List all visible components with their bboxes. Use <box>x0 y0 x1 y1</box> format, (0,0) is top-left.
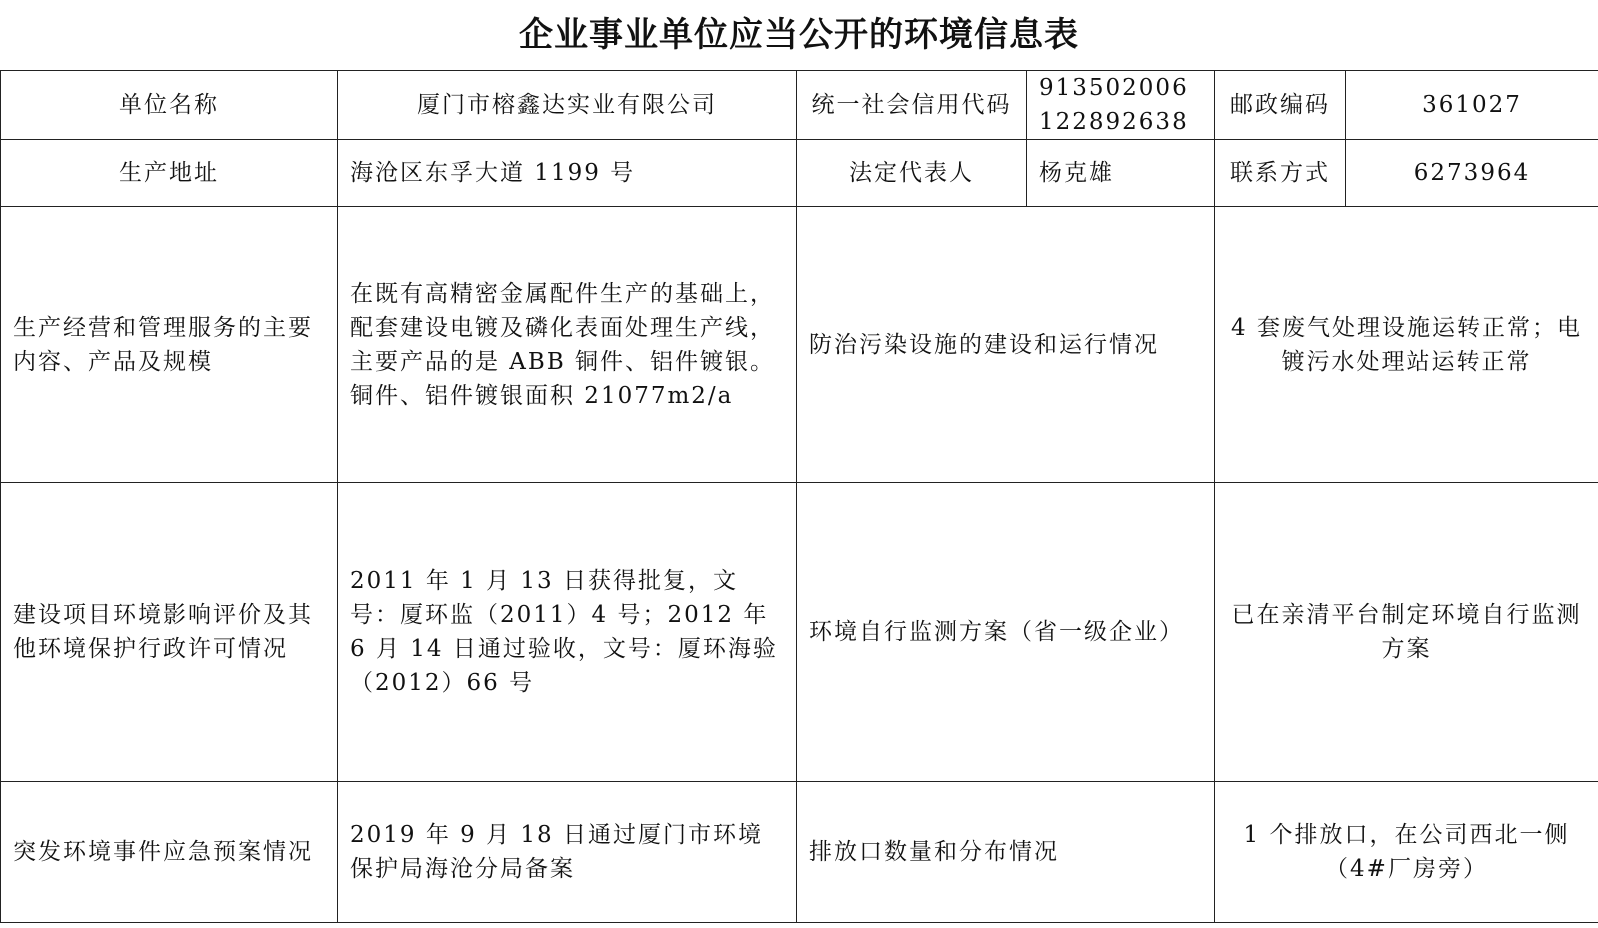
discharge-outlet-label: 排放口数量和分布情况 <box>797 782 1215 923</box>
pollution-facility-value: 4 套废气处理设施运转正常；电镀污水处理站运转正常 <box>1215 207 1598 483</box>
eia-permit-value: 2011 年 1 月 13 日获得批复，文号：厦环监（2011）4 号；2012 年 6 月 14 日通过验收，文号：厦环海验（2012）66 号 <box>338 483 797 782</box>
credit-code-label: 统一社会信用代码 <box>797 71 1027 140</box>
business-scope-label: 生产经营和管理服务的主要内容、产品及规模 <box>1 207 338 483</box>
legal-rep-label: 法定代表人 <box>797 140 1027 207</box>
emergency-plan-label: 突发环境事件应急预案情况 <box>1 782 338 923</box>
emergency-plan-value: 2019 年 9 月 18 日通过厦门市环境保护局海沧分局备案 <box>338 782 797 923</box>
table-row <box>1 71 1598 140</box>
table-row <box>1 207 1598 483</box>
postal-code-value: 361027 <box>1346 71 1598 140</box>
page-title: 企业事业单位应当公开的环境信息表 <box>519 15 1079 55</box>
table-row <box>1 483 1598 782</box>
unit-name-value: 厦门市榕鑫达实业有限公司 <box>338 71 797 140</box>
postal-code-label: 邮政编码 <box>1215 71 1346 140</box>
production-address-label: 生产地址 <box>1 140 338 207</box>
production-address-value: 海沧区东孚大道 1199 号 <box>338 140 797 207</box>
legal-rep-value: 杨克雄 <box>1027 140 1215 207</box>
business-scope-value: 在既有高精密金属配件生产的基础上，配套建设电镀及磷化表面处理生产线，主要产品的是 ABB 铜件、铝件镀银。铜件、铝件镀银面积 21077m2/a <box>338 207 797 483</box>
environment-info-table <box>0 70 1598 923</box>
eia-permit-label: 建设项目环境影响评价及其他环境保护行政许可情况 <box>1 483 338 782</box>
discharge-outlet-value: 1 个排放口，在公司西北一侧（4#厂房旁） <box>1215 782 1598 923</box>
self-monitoring-label: 环境自行监测方案（省一级企业） <box>797 483 1215 782</box>
table-row <box>1 782 1598 923</box>
credit-code-value: 913502006122892638 <box>1027 71 1215 140</box>
unit-name-label: 单位名称 <box>1 71 338 140</box>
table-row <box>1 140 1598 207</box>
self-monitoring-value: 已在亲清平台制定环境自行监测方案 <box>1215 483 1598 782</box>
contact-label: 联系方式 <box>1215 140 1346 207</box>
contact-value: 6273964 <box>1346 140 1598 207</box>
pollution-facility-label: 防治污染设施的建设和运行情况 <box>797 207 1215 483</box>
